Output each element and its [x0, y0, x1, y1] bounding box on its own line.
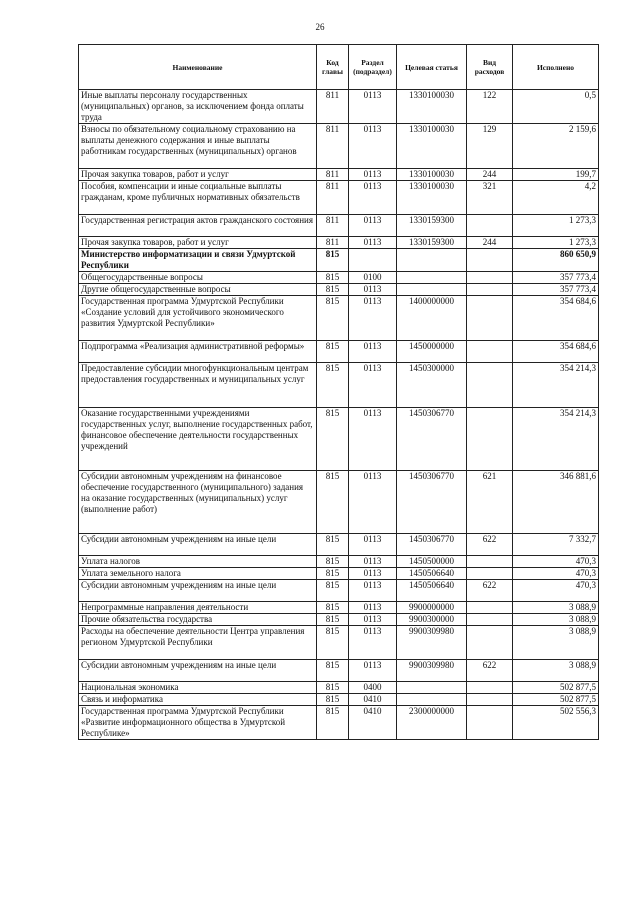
- cell-code: 815: [317, 626, 349, 660]
- cell-target: 1450306770: [397, 408, 467, 471]
- cell-code: 815: [317, 694, 349, 706]
- cell-section: 0113: [349, 237, 397, 249]
- cell-code: 815: [317, 272, 349, 284]
- header-target: Целевая статья: [397, 45, 467, 90]
- cell-name: Прочие обязательства государства: [79, 614, 317, 626]
- cell-section: 0113: [349, 556, 397, 568]
- cell-section: 0113: [349, 626, 397, 660]
- cell-code: 815: [317, 682, 349, 694]
- cell-target: 1330159300: [397, 215, 467, 237]
- cell-name: Связь и информатика: [79, 694, 317, 706]
- cell-kind: [467, 602, 513, 614]
- cell-name: Государственная программа Удмуртской Республики «Создание условий для устойчивого экономического развития Удмуртской Республики»: [79, 296, 317, 341]
- cell-section: 0113: [349, 341, 397, 363]
- cell-kind: [467, 296, 513, 341]
- cell-name: Субсидии автономным учреждениям на иные цели: [79, 580, 317, 602]
- cell-target: 1450306770: [397, 534, 467, 556]
- cell-target: [397, 249, 467, 272]
- cell-amount: 0,5: [513, 90, 599, 124]
- cell-amount: 502 556,3: [513, 706, 599, 740]
- cell-code: 811: [317, 237, 349, 249]
- cell-name: Взносы по обязательному социальному страхованию на выплаты денежного содержания и иные выплаты работникам государственных (муниципальных) органов: [79, 124, 317, 169]
- cell-name: Уплата земельного налога: [79, 568, 317, 580]
- cell-amount: 3 088,9: [513, 660, 599, 682]
- cell-code: 815: [317, 706, 349, 740]
- table-row: [79, 169, 599, 181]
- cell-amount: 470,3: [513, 568, 599, 580]
- table-row: [79, 408, 599, 471]
- header-kind: Вид расходов: [467, 45, 513, 90]
- cell-section: 0113: [349, 284, 397, 296]
- cell-name: Предоставление субсидии многофункциональным центрам предоставления государственных и муниципальных услуг: [79, 363, 317, 408]
- cell-amount: 354 684,6: [513, 296, 599, 341]
- cell-name: Прочая закупка товаров, работ и услуг: [79, 169, 317, 181]
- cell-amount: 199,7: [513, 169, 599, 181]
- table-row: [79, 580, 599, 602]
- table-row: [79, 181, 599, 215]
- cell-name: Субсидии автономным учреждениям на финансовое обеспечение государственного (муниципального) задания на оказание государственных (муниципальных) услуг (выполнение работ): [79, 471, 317, 534]
- cell-target: 9900000000: [397, 602, 467, 614]
- cell-name: Прочая закупка товаров, работ и услуг: [79, 237, 317, 249]
- cell-kind: 129: [467, 124, 513, 169]
- cell-kind: [467, 408, 513, 471]
- cell-section: 0100: [349, 272, 397, 284]
- table-row: [79, 296, 599, 341]
- table-row: [79, 249, 599, 272]
- table-row: [79, 682, 599, 694]
- cell-kind: 621: [467, 471, 513, 534]
- cell-section: 0410: [349, 706, 397, 740]
- cell-name: Пособия, компенсации и иные социальные выплаты гражданам, кроме публичных нормативных обязательств: [79, 181, 317, 215]
- cell-kind: [467, 626, 513, 660]
- cell-section: [349, 249, 397, 272]
- cell-section: 0400: [349, 682, 397, 694]
- cell-name: Непрограммные направления деятельности: [79, 602, 317, 614]
- cell-name: Национальная экономика: [79, 682, 317, 694]
- cell-section: 0113: [349, 296, 397, 341]
- cell-amount: 3 088,9: [513, 626, 599, 660]
- cell-kind: [467, 614, 513, 626]
- cell-code: 815: [317, 249, 349, 272]
- cell-amount: 357 773,4: [513, 284, 599, 296]
- cell-kind: [467, 249, 513, 272]
- cell-target: 1450000000: [397, 341, 467, 363]
- table-row: [79, 471, 599, 534]
- cell-target: 1400000000: [397, 296, 467, 341]
- table-row: [79, 272, 599, 284]
- cell-kind: [467, 272, 513, 284]
- cell-code: 815: [317, 660, 349, 682]
- table-row: [79, 341, 599, 363]
- cell-target: 9900309980: [397, 660, 467, 682]
- cell-kind: [467, 694, 513, 706]
- cell-amount: 502 877,5: [513, 694, 599, 706]
- table-row: [79, 363, 599, 408]
- cell-code: 815: [317, 341, 349, 363]
- header-amount: Исполнено: [513, 45, 599, 90]
- cell-amount: 470,3: [513, 580, 599, 602]
- cell-amount: 7 332,7: [513, 534, 599, 556]
- header-section: Раздел (подраздел): [349, 45, 397, 90]
- cell-section: 0410: [349, 694, 397, 706]
- cell-target: 1330100030: [397, 169, 467, 181]
- cell-code: 815: [317, 408, 349, 471]
- cell-target: [397, 682, 467, 694]
- page-number: 26: [315, 22, 325, 32]
- cell-section: 0113: [349, 580, 397, 602]
- cell-kind: [467, 363, 513, 408]
- table-row: [79, 124, 599, 169]
- cell-name: Расходы на обеспечение деятельности Центра управления регионом Удмуртской Республики: [79, 626, 317, 660]
- cell-code: 815: [317, 534, 349, 556]
- cell-code: 811: [317, 215, 349, 237]
- cell-name: Субсидии автономным учреждениям на иные цели: [79, 660, 317, 682]
- header-name: Наименование: [79, 45, 317, 90]
- cell-name: Уплата налогов: [79, 556, 317, 568]
- table-header-row: [79, 45, 599, 90]
- cell-amount: 470,3: [513, 556, 599, 568]
- cell-target: 1450306770: [397, 471, 467, 534]
- cell-code: 815: [317, 580, 349, 602]
- cell-kind: [467, 284, 513, 296]
- table-row: [79, 534, 599, 556]
- table-row: [79, 215, 599, 237]
- cell-kind: 122: [467, 90, 513, 124]
- cell-name: Оказание государственными учреждениями государственных услуг, выполнение государственных работ, финансовое обеспечение деятельности государственных учреждений: [79, 408, 317, 471]
- table-row: [79, 237, 599, 249]
- cell-kind: 244: [467, 169, 513, 181]
- cell-amount: 354 214,3: [513, 408, 599, 471]
- cell-name: Иные выплаты персоналу государственных (муниципальных) органов, за исключением фонда оплаты труда: [79, 90, 317, 124]
- table-row: [79, 614, 599, 626]
- table-row: [79, 706, 599, 740]
- cell-section: 0113: [349, 660, 397, 682]
- cell-code: 815: [317, 568, 349, 580]
- cell-section: 0113: [349, 471, 397, 534]
- cell-code: 815: [317, 296, 349, 341]
- table-row: [79, 90, 599, 124]
- cell-kind: [467, 341, 513, 363]
- table-row: [79, 284, 599, 296]
- cell-kind: [467, 556, 513, 568]
- cell-code: 815: [317, 363, 349, 408]
- cell-kind: 622: [467, 580, 513, 602]
- cell-kind: [467, 568, 513, 580]
- cell-code: 815: [317, 602, 349, 614]
- table-row: [79, 602, 599, 614]
- cell-target: 1330100030: [397, 90, 467, 124]
- header-code: Код главы: [317, 45, 349, 90]
- cell-target: 1330159300: [397, 237, 467, 249]
- table-row: [79, 694, 599, 706]
- cell-target: 1330100030: [397, 124, 467, 169]
- cell-target: 1450506640: [397, 568, 467, 580]
- cell-code: 815: [317, 471, 349, 534]
- cell-target: 9900300000: [397, 614, 467, 626]
- cell-name: Общегосударственные вопросы: [79, 272, 317, 284]
- cell-amount: 1 273,3: [513, 215, 599, 237]
- cell-section: 0113: [349, 408, 397, 471]
- cell-amount: 346 881,6: [513, 471, 599, 534]
- cell-target: 1450300000: [397, 363, 467, 408]
- cell-amount: 3 088,9: [513, 602, 599, 614]
- cell-amount: 354 214,3: [513, 363, 599, 408]
- table-row: [79, 626, 599, 660]
- cell-target: [397, 284, 467, 296]
- cell-kind: 244: [467, 237, 513, 249]
- cell-target: [397, 694, 467, 706]
- table-row: [79, 660, 599, 682]
- cell-section: 0113: [349, 181, 397, 215]
- cell-kind: 321: [467, 181, 513, 215]
- cell-target: 1330100030: [397, 181, 467, 215]
- cell-name: Государственная регистрация актов гражданского состояния: [79, 215, 317, 237]
- cell-target: 1450500000: [397, 556, 467, 568]
- table-row: [79, 556, 599, 568]
- cell-section: 0113: [349, 602, 397, 614]
- cell-name: Субсидии автономным учреждениям на иные цели: [79, 534, 317, 556]
- cell-kind: 622: [467, 534, 513, 556]
- cell-section: 0113: [349, 534, 397, 556]
- cell-name: Министерство информатизации и связи Удмуртской Республики: [79, 249, 317, 272]
- cell-amount: 357 773,4: [513, 272, 599, 284]
- cell-amount: 3 088,9: [513, 614, 599, 626]
- cell-section: 0113: [349, 568, 397, 580]
- cell-kind: [467, 682, 513, 694]
- cell-code: 811: [317, 169, 349, 181]
- cell-amount: 1 273,3: [513, 237, 599, 249]
- cell-code: 811: [317, 124, 349, 169]
- cell-section: 0113: [349, 363, 397, 408]
- cell-name: Государственная программа Удмуртской Республики «Развитие информационного общества в Удмуртской Республике»: [79, 706, 317, 740]
- cell-amount: 4,2: [513, 181, 599, 215]
- cell-code: 811: [317, 181, 349, 215]
- cell-name: Подпрограмма «Реализация административной реформы»: [79, 341, 317, 363]
- budget-table: [78, 44, 599, 740]
- cell-section: 0113: [349, 614, 397, 626]
- cell-code: 811: [317, 90, 349, 124]
- cell-amount: 860 650,9: [513, 249, 599, 272]
- cell-amount: 354 684,6: [513, 341, 599, 363]
- cell-code: 815: [317, 556, 349, 568]
- cell-code: 815: [317, 614, 349, 626]
- cell-target: 1450506640: [397, 580, 467, 602]
- cell-amount: 2 159,6: [513, 124, 599, 169]
- cell-target: 9900309980: [397, 626, 467, 660]
- cell-section: 0113: [349, 90, 397, 124]
- cell-name: Другие общегосударственные вопросы: [79, 284, 317, 296]
- cell-target: 2300000000: [397, 706, 467, 740]
- cell-section: 0113: [349, 124, 397, 169]
- cell-kind: [467, 706, 513, 740]
- cell-section: 0113: [349, 215, 397, 237]
- cell-code: 815: [317, 284, 349, 296]
- cell-section: 0113: [349, 169, 397, 181]
- table-row: [79, 568, 599, 580]
- cell-amount: 502 877,5: [513, 682, 599, 694]
- cell-kind: 622: [467, 660, 513, 682]
- cell-kind: [467, 215, 513, 237]
- cell-target: [397, 272, 467, 284]
